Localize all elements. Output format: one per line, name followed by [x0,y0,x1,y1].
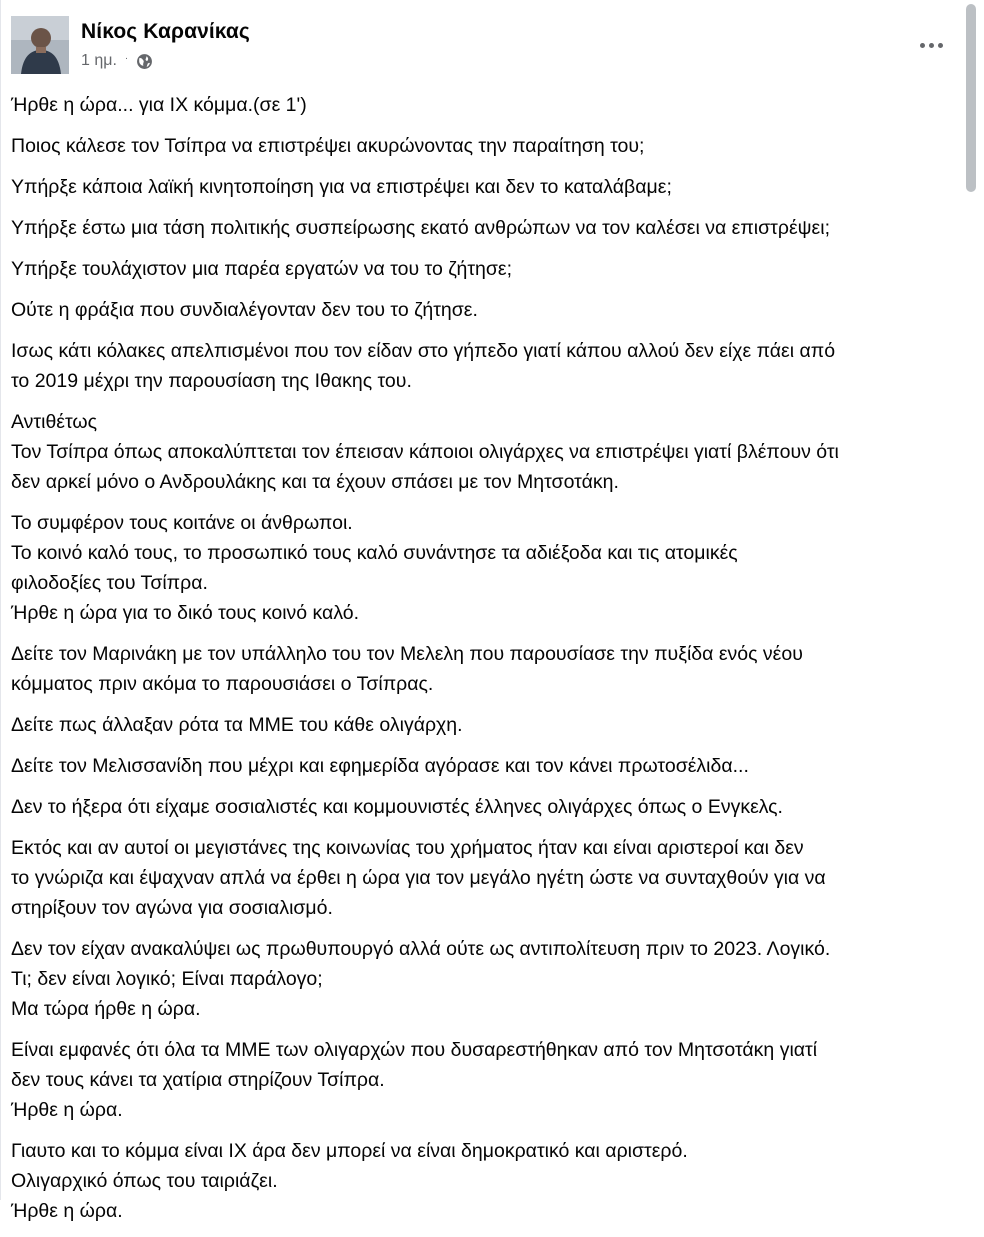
post-text-line: Ισως κάτι κόλακες απελπισμένοι που τον είδαν στο γήπεδο γιατί κάπου αλλού δεν είχε πάει από [11,340,836,362]
post-paragraph [11,508,961,628]
post-text-line: Ολιγαρχικό όπως του ταιριάζει. [11,1170,278,1192]
post-paragraph [11,295,961,325]
post-text-line: Ήρθε η ώρα. [11,1200,123,1222]
post-text-line: Δείτε τον Μελισσανίδη που μέχρι και εφημερίδα αγόρασε και τον κάνει πρωτοσέλιδα... [11,755,749,777]
post-text-line: το γνώριζα και έψαχναν απλά να έρθει η ώρα για τον μεγάλο ηγέτη ώστε να συνταχθούν για να [11,867,826,889]
meta-separator: · [124,53,129,64]
post-text-line: Ήρθε η ώρα... για ΙΧ κόμμα.(σε 1') [11,94,307,116]
post-paragraph [11,934,961,1024]
post-paragraph [11,639,961,699]
post-time[interactable]: 1 ημ. [81,52,117,69]
post-paragraph [11,833,961,923]
post-text-line: το 2019 μέχρι την παρουσίαση της Ιθακης του. [11,370,412,392]
post-text-line: Δεν το ήξερα ότι είχαμε σοσιαλιστές και κομμουνιστές έλληνες ολιγάρχες όπως ο Ενγκελς. [11,796,783,818]
post-text-line: Δεν τον είχαν ανακαλύψει ως πρωθυπουργό αλλά ούτε ως αντιπολίτευση πριν το 2023. Λογικό. [11,938,831,960]
post-paragraph [11,254,961,284]
post-text-line: δεν τους κάνει τα χατίρια στηρίζουν Τσίπρα. [11,1069,385,1091]
post-text-line: στηρίξουν τον αγώνα για σοσιαλισμό. [11,897,333,919]
post-text-line: Το συμφέρον τους κοιτάνε οι άνθρωποι. [11,512,353,534]
post-text-line: φιλοδοξίες του Τσίπρα. [11,572,208,594]
post-text-line: Ποιος κάλεσε τον Τσίπρα να επιστρέψει ακυρώνοντας την παραίτηση του; [11,135,645,157]
more-options-icon[interactable] [911,34,951,56]
more-dot [920,43,925,48]
post-paragraph [11,792,961,822]
author-name[interactable]: Νίκος Καρανίκας [81,20,250,43]
more-dot [929,43,934,48]
post-paragraph [11,336,961,396]
avatar[interactable] [11,16,69,74]
post-paragraph [11,1136,961,1226]
post-text-line: Εκτός και αν αυτοί οι μεγιστάνες της κοινωνίας του χρήματος ήταν και είναι αριστεροί και δεν [11,837,804,859]
post-text-line: Ήρθε η ώρα για το δικό τους κοινό καλό. [11,602,360,624]
more-dot [938,43,943,48]
post-header [11,16,951,78]
post-paragraph [11,131,961,161]
post-paragraph [11,710,961,740]
scrollbar[interactable] [966,0,976,1200]
post-text-line: Μα τώρα ήρθε η ώρα. [11,998,201,1020]
post-paragraph [11,1035,961,1125]
post-text-line: Υπήρξε τουλάχιστον μια παρέα εργατών να του το ζήτησε; [11,258,513,280]
post-text-line: Είναι εμφανές ότι όλα τα ΜΜΕ των ολιγαρχών που δυσαρεστήθηκαν από τον Μητσοτάκη γιατί [11,1039,818,1061]
post-text-line: Ήρθε η ώρα. [11,1099,123,1121]
scrollbar-thumb[interactable] [966,4,976,192]
post-text-line: Τι; δεν είναι λογικό; Είναι παράλογο; [11,968,323,990]
post-paragraph [11,213,961,243]
post-text-line: Αντιθέτως [11,411,98,433]
post-text-line: Γιαυτο και το κόμμα είναι ΙΧ άρα δεν μπορεί να είναι δημοκρατικό και αριστερό. [11,1140,688,1162]
post-text-line: κόμματος πριν ακόμα το παρουσιάσει ο Τσίπρας. [11,673,434,695]
globe-icon[interactable] [136,53,153,70]
post-text-line: Υπήρξε κάποια λαϊκή κινητοποίηση για να επιστρέψει και δεν το καταλάβαμε; [11,176,672,198]
post-meta [81,52,153,70]
post-paragraph [11,407,961,497]
post-text-line: Δείτε τον Μαρινάκη με τον υπάλληλο του τον Μελελη που παρουσίασε την πυξίδα ενός νέου [11,643,803,665]
post-text-line: Τον Τσίπρα όπως αποκαλύπτεται τον έπεισαν κάποιοι ολιγάρχες να επιστρέψει γιατί βλέπουν ότι [11,441,839,463]
post-text-line: Δείτε πως άλλαξαν ρότα τα ΜΜΕ του κάθε ολιγάρχη. [11,714,463,736]
avatar-image [11,16,69,74]
post-text [11,90,961,1237]
post-text-line: Υπήρξε έστω μια τάση πολιτικής συσπείρωσης εκατό ανθρώπων να τον καλέσει να επιστρέψει; [11,217,830,239]
post-paragraph [11,172,961,202]
post-text-line: Το κοινό καλό τους, το προσωπικό τους καλό συνάντησε τα αδιέξοδα και τις ατομικές [11,542,738,564]
post-paragraph [11,90,961,120]
post-paragraph [11,751,961,781]
post-text-line: Ούτε η φράξια που συνδιαλέγονταν δεν του το ζήτησε. [11,299,478,321]
post-text-line: δεν αρκεί μόνο ο Ανδρουλάκης και τα έχουν σπάσει με τον Μητσοτάκη. [11,471,619,493]
